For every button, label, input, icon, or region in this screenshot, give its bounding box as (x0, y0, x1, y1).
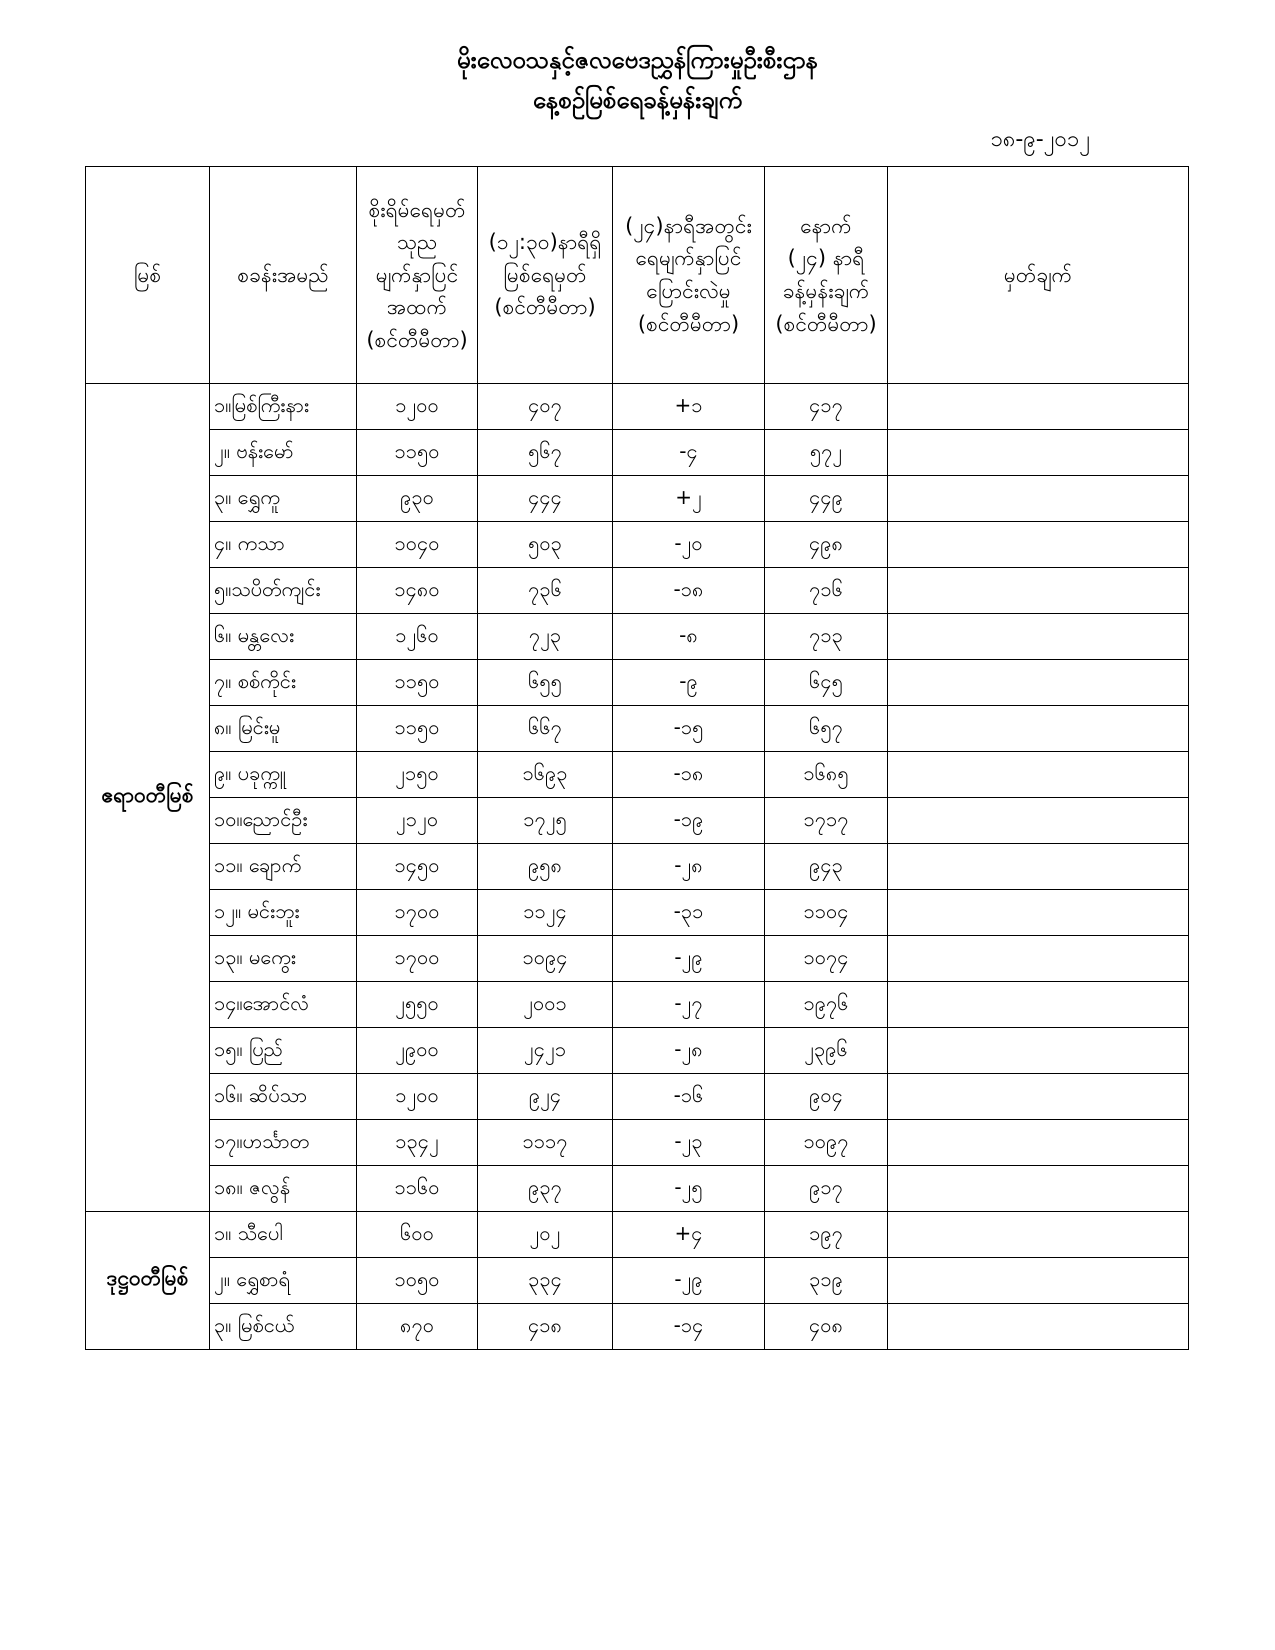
level-cell: ၇၃၆ (478, 568, 613, 614)
change-cell: -၁၄ (613, 1304, 765, 1350)
level-cell: ၅၆၇ (478, 430, 613, 476)
change-cell: -၁၆ (613, 1074, 765, 1120)
remark-cell (888, 1028, 1189, 1074)
forecast-cell: ၄၉၈ (765, 522, 888, 568)
remark-cell (888, 1258, 1189, 1304)
change-cell: -၂၈ (613, 1028, 765, 1074)
level-cell: ၆၆၇ (478, 706, 613, 752)
table-row (86, 798, 1189, 844)
change-cell: -၁၉ (613, 798, 765, 844)
table-row (86, 384, 1189, 430)
forecast-cell: ၂၃၉၆ (765, 1028, 888, 1074)
change-cell: -၁၈ (613, 568, 765, 614)
header-water-level (478, 167, 613, 384)
level-cell: ၆၅၅ (478, 660, 613, 706)
forecast-cell: ၆၅၇ (765, 706, 888, 752)
danger-cell: ၁၇၀၀ (357, 890, 478, 936)
station-cell: ၅။သပိတ်ကျင်း (210, 568, 357, 614)
change-cell: +၄ (613, 1212, 765, 1258)
remark-cell (888, 660, 1189, 706)
remark-cell (888, 936, 1189, 982)
station-cell: ၁၅။ ပြည် (210, 1028, 357, 1074)
river-forecast-table (85, 166, 1189, 1350)
table-row (86, 430, 1189, 476)
table-row (86, 614, 1189, 660)
station-cell: ၁၄။အောင်လံ (210, 982, 357, 1028)
remark-cell (888, 844, 1189, 890)
forecast-cell: ၆၄၅ (765, 660, 888, 706)
agency-title: မိုးလေဝသနှင့်ဇလဗေဒညွှန်ကြားမှုဦးစီးဌာန (456, 46, 819, 74)
header-change-line: ရေမျက်နှာပြင် (635, 246, 742, 271)
station-cell: ၁။မြစ်ကြီးနား (210, 384, 357, 430)
header-level-line: (၁၂:၃၀)နာရီရှိ (488, 230, 602, 255)
header-danger-line: စိုးရိမ်ရေမှတ် (368, 197, 466, 222)
danger-cell: ၁၂၆၀ (357, 614, 478, 660)
station-cell: ၁၂။ မင်းဘူး (210, 890, 357, 936)
forecast-cell: ၁၇၁၇ (765, 798, 888, 844)
header-danger-line: (စင်တီမီတာ) (366, 327, 468, 352)
report-date: ၁၈-၉-၂၀၁၂ (990, 127, 1090, 152)
table-row (86, 1166, 1189, 1212)
danger-cell: ၂၁၅၀ (357, 752, 478, 798)
header-24h-change (613, 167, 765, 384)
level-cell: ၉၂၄ (478, 1074, 613, 1120)
level-cell: ၂၄၂၁ (478, 1028, 613, 1074)
level-cell: ၁၁၁၇ (478, 1120, 613, 1166)
danger-cell: ၁၂၀၀ (357, 384, 478, 430)
level-cell: ၄၀၇ (478, 384, 613, 430)
table-row (86, 660, 1189, 706)
level-cell: ၄၁၈ (478, 1304, 613, 1350)
remark-cell (888, 1074, 1189, 1120)
change-cell: -၂၀ (613, 522, 765, 568)
level-cell: ၇၂၃ (478, 614, 613, 660)
header-forecast-line: နောက် (800, 213, 852, 238)
header-danger-line: သုည (396, 230, 438, 255)
table-row (86, 936, 1189, 982)
level-cell: ၁၆၉၃ (478, 752, 613, 798)
remark-cell (888, 430, 1189, 476)
forecast-cell: ၁၀၉၇ (765, 1120, 888, 1166)
level-cell: ၂၀၂ (478, 1212, 613, 1258)
change-cell: -၂၇ (613, 982, 765, 1028)
station-cell: ၆။ မန္တလေး (210, 614, 357, 660)
station-cell: ၁။ သီပေါ (210, 1212, 357, 1258)
table-row (86, 522, 1189, 568)
forecast-cell: ၁၁၀၄ (765, 890, 888, 936)
level-cell: ၁၇၂၅ (478, 798, 613, 844)
header-forecast-line: (စင်တီမီတာ) (775, 311, 877, 336)
header-forecast-line: ခန့်မှန်းချက် (782, 279, 870, 303)
table-row (86, 1304, 1189, 1350)
remark-cell (888, 890, 1189, 936)
danger-cell: ၂၅၅၀ (357, 982, 478, 1028)
table-row (86, 844, 1189, 890)
header-danger-line: အထက် (386, 295, 448, 320)
table-row (86, 1028, 1189, 1074)
remark-cell (888, 1166, 1189, 1212)
table-row (86, 982, 1189, 1028)
station-cell: ၁၈။ ဇလွန် (210, 1166, 357, 1212)
level-cell: ၉၃၇ (478, 1166, 613, 1212)
danger-cell: ၁၀၄၀ (357, 522, 478, 568)
table-header-row (86, 167, 1189, 384)
station-cell: ၂။ ဗန်းမော် (210, 430, 357, 476)
level-cell: ၅၀၃ (478, 522, 613, 568)
station-cell: ၁၃။ မကွေး (210, 936, 357, 982)
change-cell: -၂၅ (613, 1166, 765, 1212)
remark-cell (888, 706, 1189, 752)
level-cell: ၉၅၈ (478, 844, 613, 890)
table-row (86, 706, 1189, 752)
change-cell: -၄ (613, 430, 765, 476)
remark-cell (888, 614, 1189, 660)
forecast-cell: ၅၇၂ (765, 430, 888, 476)
change-cell: -၈ (613, 614, 765, 660)
change-cell: -၃၁ (613, 890, 765, 936)
header-forecast (765, 167, 888, 384)
forecast-cell: ၉၀၄ (765, 1074, 888, 1120)
level-cell: ၂၀၀၁ (478, 982, 613, 1028)
danger-cell: ၂၁၂၀ (357, 798, 478, 844)
level-cell: ၃၃၄ (478, 1258, 613, 1304)
header-change-line: (၂၄)နာရီအတွင်း (625, 213, 752, 238)
change-cell: -၂၈ (613, 844, 765, 890)
danger-cell: ၁၂၀၀ (357, 1074, 478, 1120)
table-row (86, 1120, 1189, 1166)
header-level-line: မြစ်ရေမှတ် (503, 262, 587, 287)
forecast-cell: ၄၄၉ (765, 476, 888, 522)
header-level-line: (စင်တီမီတာ) (494, 295, 596, 320)
station-cell: ၄။ ကသာ (210, 522, 357, 568)
forecast-cell: ၄၀၈ (765, 1304, 888, 1350)
header-danger-line: မျက်နှာပြင် (375, 262, 459, 287)
station-cell: ၇။ စစ်ကိုင်း (210, 660, 357, 706)
forecast-cell: ၄၁၇ (765, 384, 888, 430)
danger-cell: ၁၇၀၀ (357, 936, 478, 982)
forecast-cell: ၇၁၆ (765, 568, 888, 614)
danger-cell: ၁၄၈၀ (357, 568, 478, 614)
change-cell: +၂ (613, 476, 765, 522)
danger-cell: ၆၀၀ (357, 1212, 478, 1258)
change-cell: -၉ (613, 660, 765, 706)
report-title: နေ့စဉ်မြစ်ရေခန့်မှန်းချက် (532, 86, 743, 114)
header-change-line: ပြောင်းလဲမှု (646, 279, 731, 303)
table-row (86, 890, 1189, 936)
station-cell: ၃။ မြစ်ငယ် (210, 1304, 357, 1350)
river-name-cell: ဧရာဝတီမြစ် (86, 384, 210, 1212)
remark-cell (888, 1304, 1189, 1350)
table-row (86, 1074, 1189, 1120)
danger-cell: ၈၇၀ (357, 1304, 478, 1350)
forecast-cell: ၁၉၇ (765, 1212, 888, 1258)
level-cell: ၁၀၉၄ (478, 936, 613, 982)
change-cell: -၂၃ (613, 1120, 765, 1166)
table-row (86, 476, 1189, 522)
forecast-cell: ၉၁၇ (765, 1166, 888, 1212)
station-cell: ၉။ ပခုက္ကူ (210, 752, 357, 798)
forecast-cell: ၁၆၈၅ (765, 752, 888, 798)
table-row (86, 752, 1189, 798)
change-cell: -၁၅ (613, 706, 765, 752)
river-name-cell: ဒုဋ္ဌဝတီမြစ် (86, 1212, 210, 1350)
station-cell: ၁၇။ဟင်္သာတ (210, 1120, 357, 1166)
danger-cell: ၁၁၅၀ (357, 430, 478, 476)
remark-cell (888, 476, 1189, 522)
danger-cell: ၁၃၄၂ (357, 1120, 478, 1166)
header-change-line: (စင်တီမီတာ) (637, 311, 740, 336)
change-cell: +၁ (613, 384, 765, 430)
remark-cell (888, 982, 1189, 1028)
header-station: စခန်းအမည် (210, 167, 357, 384)
danger-cell: ၁၁၅၀ (357, 660, 478, 706)
remark-cell (888, 798, 1189, 844)
header-river: မြစ် (86, 167, 210, 384)
remark-cell (888, 568, 1189, 614)
danger-cell: ၁၄၅၀ (357, 844, 478, 890)
remark-cell (888, 1212, 1189, 1258)
remark-cell (888, 522, 1189, 568)
danger-cell: ၂၉၀၀ (357, 1028, 478, 1074)
forecast-cell: ၇၁၃ (765, 614, 888, 660)
table-row (86, 1258, 1189, 1304)
station-cell: ၁၆။ ဆိပ်သာ (210, 1074, 357, 1120)
forecast-cell: ၉၄၃ (765, 844, 888, 890)
header-forecast-line: (၂၄) နာရီ (787, 246, 865, 271)
forecast-cell: ၃၁၉ (765, 1258, 888, 1304)
danger-cell: ၁၁၅၀ (357, 706, 478, 752)
station-cell: ၈။ မြင်းမူ (210, 706, 357, 752)
forecast-cell: ၁၀၇၄ (765, 936, 888, 982)
station-cell: ၃။ ရွှေကူ (210, 476, 357, 522)
danger-cell: ၁၁၆၀ (357, 1166, 478, 1212)
header-danger-level (357, 167, 478, 384)
change-cell: -၂၉ (613, 936, 765, 982)
level-cell: ၁၁၂၄ (478, 890, 613, 936)
forecast-cell: ၁၉၇၆ (765, 982, 888, 1028)
danger-cell: ၁၀၅၀ (357, 1258, 478, 1304)
remark-cell (888, 384, 1189, 430)
remark-cell (888, 1120, 1189, 1166)
danger-cell: ၉၃၀ (357, 476, 478, 522)
table-row (86, 1212, 1189, 1258)
change-cell: -၁၈ (613, 752, 765, 798)
level-cell: ၄၄၄ (478, 476, 613, 522)
station-cell: ၁၀။ညောင်ဦး (210, 798, 357, 844)
header-remarks: မှတ်ချက် (888, 167, 1189, 384)
station-cell: ၂။ ရွှေစာရံ (210, 1258, 357, 1304)
table-row (86, 568, 1189, 614)
remark-cell (888, 752, 1189, 798)
change-cell: -၂၉ (613, 1258, 765, 1304)
station-cell: ၁၁။ ချောက် (210, 844, 357, 890)
